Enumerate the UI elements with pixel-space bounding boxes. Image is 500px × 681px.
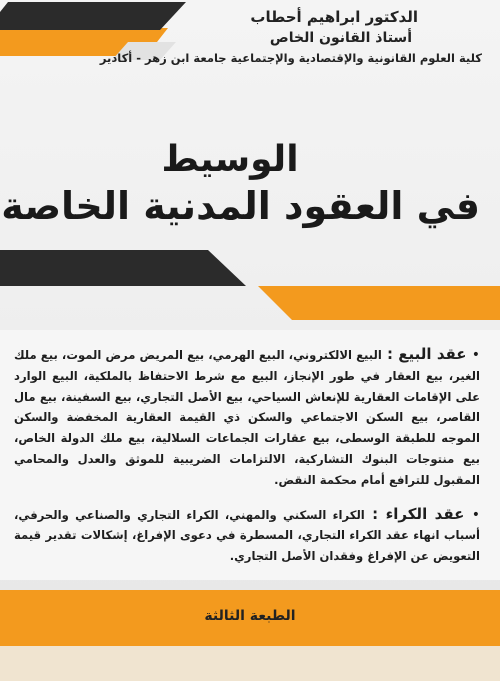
middle-orange-stripe: [258, 286, 500, 320]
book-title-line-1: الوسيط: [161, 139, 299, 180]
book-title-line-2: في العقود المدنية الخاصة: [1, 184, 480, 228]
section-heading: عقد الكراء :: [372, 504, 465, 523]
author-name: الدكتور ابراهيم أحطاب: [250, 8, 418, 26]
edition-label: الطبعة الثالثة: [204, 608, 296, 624]
section-lease-contract: [14, 504, 480, 566]
middle-dark-stripe: [0, 250, 246, 286]
bullet-icon: •: [471, 347, 480, 363]
table-of-contents: [14, 344, 480, 580]
author-faculty: كلية العلوم القانونية والإقتصادية والإجتماعية جامعة ابن زهر - أكادير: [99, 51, 482, 65]
bottom-band: [0, 646, 500, 681]
section-text: الكراء السكني والمهني، الكراء التجاري والصناعي والحرفي، أسباب انهاء عقد الكراء التجاري، المسطرة في دعوى الإفراغ، إشكالات تقدير قيمة التعويض عن الإفراغ وفقدان الأصل التجاري.: [14, 507, 480, 564]
author-block: [78, 6, 482, 68]
section-sale-contract: [14, 344, 480, 490]
bullet-icon: •: [471, 506, 480, 523]
section-heading: عقد البيع :: [387, 345, 467, 363]
author-role: أستاذ القانون الخاص: [269, 30, 412, 46]
section-text: البيع الالكتروني، البيع الهرمي، بيع المريض مرض الموت، بيع ملك الغير، بيع العقار في طور الإنجاز، البيع مع شرط الاحتفاظ بالملكية، البيع الوارد على الإقامات العقارية للإنعاش السياحي، بيع الأصل التجاري، بيع السفينة، بيع مال القاصر، بيع السكن الاجتماعي والسكن ذي القيمة العقارية المخفضة والسكن الموجه للطبقة الوسطى، بيع عقارات الجماعات السلالية، بيع ملك الدولة الخاص، بيع منتوجات البنوك التشاركية، الالتزامات الضريبية للموثق والعدل والمحامي المقبول للترافع أمام محكمة النقض.: [14, 348, 480, 487]
